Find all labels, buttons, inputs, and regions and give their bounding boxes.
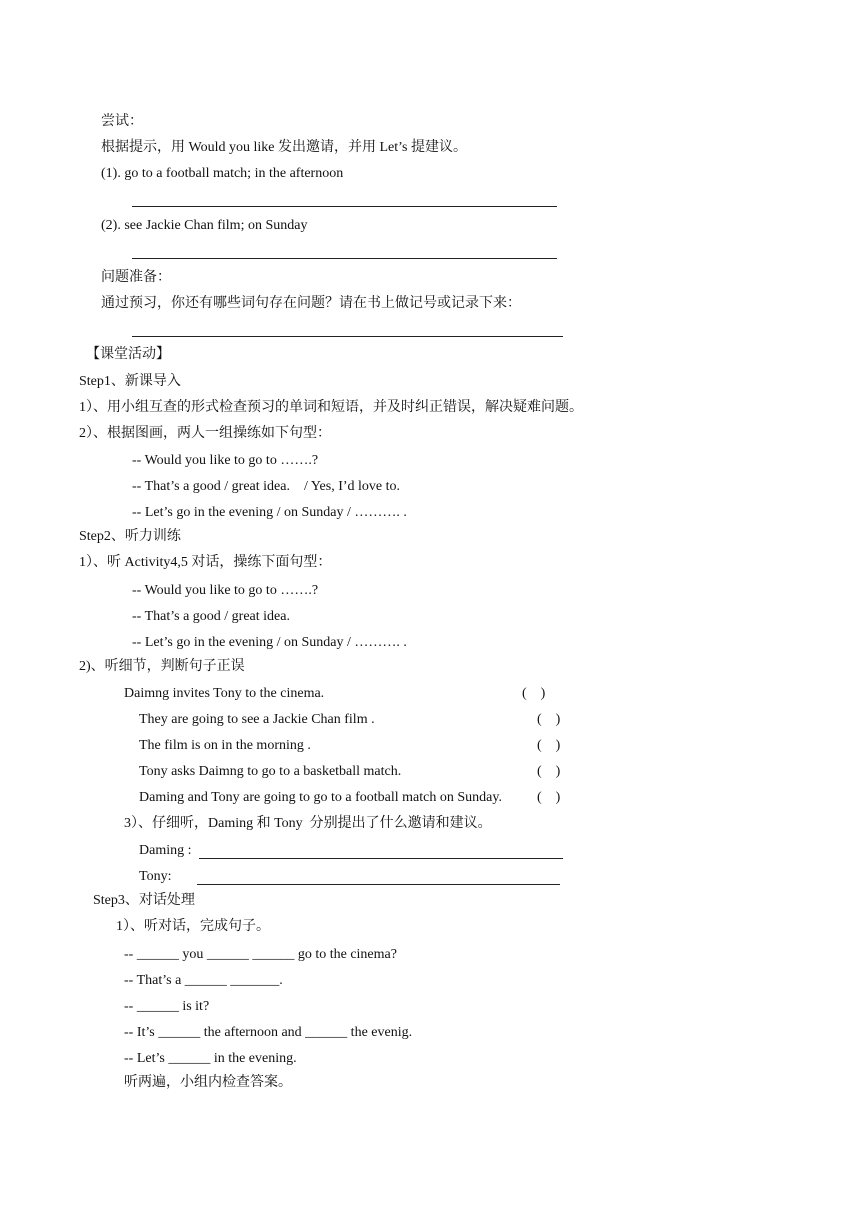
step2-title: Step2、听力训练 <box>79 529 181 544</box>
tf-answer-bracket: ( ) <box>537 712 561 727</box>
step2-task-3: 3）、仔细听，Daming 和 Tony 分别提出了什么邀请和建议。 <box>124 816 492 831</box>
answer-line <box>132 336 563 337</box>
answer-line <box>197 884 560 885</box>
step2-pattern-3: -- Let’s go in the evening / on Sunday / ………. . <box>132 635 407 650</box>
dialogue-line: -- That’s a ______ _______. <box>124 973 283 988</box>
tf-statement: Daming and Tony are going to go to a football match on Sunday. <box>139 790 502 805</box>
tf-answer-bracket: ( ) <box>537 738 561 753</box>
answer-line <box>199 858 563 859</box>
step1-task-1: 1）、用小组互查的形式检查预习的单词和短语，并及时纠正错误，解决疑难问题。 <box>79 400 583 415</box>
prep-heading: 问题准备： <box>101 270 171 285</box>
tf-statement: They are going to see a Jackie Chan film . <box>139 712 375 727</box>
trial-heading: 尝试： <box>101 114 143 129</box>
tf-answer-bracket: ( ) <box>522 686 546 701</box>
dialogue-line: -- ______ is it? <box>124 999 210 1014</box>
step3-title: Step3、对话处理 <box>93 893 195 908</box>
step2-task-1: 1）、听 Activity4,5 对话，操练下面句型： <box>79 555 332 570</box>
tf-statement: The film is on in the morning . <box>139 738 311 753</box>
answer-line <box>132 258 557 259</box>
trial-instruction: 根据提示，用 Would you like 发出邀请，并用 Let’s 提建议。 <box>101 140 467 155</box>
dialogue-line: -- Let’s ______ in the evening. <box>124 1051 297 1066</box>
activity-heading: 【课堂活动】 <box>86 347 170 362</box>
step1-pattern-2: -- That’s a good / great idea. / Yes, I’d love to. <box>132 479 401 494</box>
tf-statement: Tony asks Daimng to go to a basketball match. <box>139 764 402 779</box>
step2-task-2: 2)、听细节，判断句子正误 <box>79 659 245 674</box>
step1-pattern-1: -- Would you like to go to …….? <box>132 453 319 468</box>
tony-label: Tony: <box>139 869 172 884</box>
dialogue-line: -- It’s ______ the afternoon and ______ the evenig. <box>124 1025 413 1040</box>
dialogue-line: -- ______ you ______ ______ go to the cinema? <box>124 947 397 962</box>
step1-pattern-3: -- Let’s go in the evening / on Sunday / ………. . <box>132 505 407 520</box>
step2-pattern-1: -- Would you like to go to …….? <box>132 583 319 598</box>
step1-title: Step1、新课导入 <box>79 374 181 389</box>
step3-task-1: 1）、听对话，完成句子。 <box>116 919 270 934</box>
prep-instruction: 通过预习，你还有哪些词句存在问题？请在书上做记号或记录下来： <box>101 296 521 311</box>
step3-note: 听两遍，小组内检查答案。 <box>124 1075 292 1090</box>
trial-item-2: (2). see Jackie Chan film; on Sunday <box>101 218 308 233</box>
step1-task-2: 2）、根据图画，两人一组操练如下句型： <box>79 426 331 441</box>
trial-item-1: (1). go to a football match; in the afternoon <box>101 166 344 181</box>
daming-label: Daming : <box>139 843 192 858</box>
tf-answer-bracket: ( ) <box>537 790 561 805</box>
answer-line <box>132 206 557 207</box>
tf-answer-bracket: ( ) <box>537 764 561 779</box>
tf-statement: Daimng invites Tony to the cinema. <box>124 686 325 701</box>
step2-pattern-2: -- That’s a good / great idea. <box>132 609 290 624</box>
